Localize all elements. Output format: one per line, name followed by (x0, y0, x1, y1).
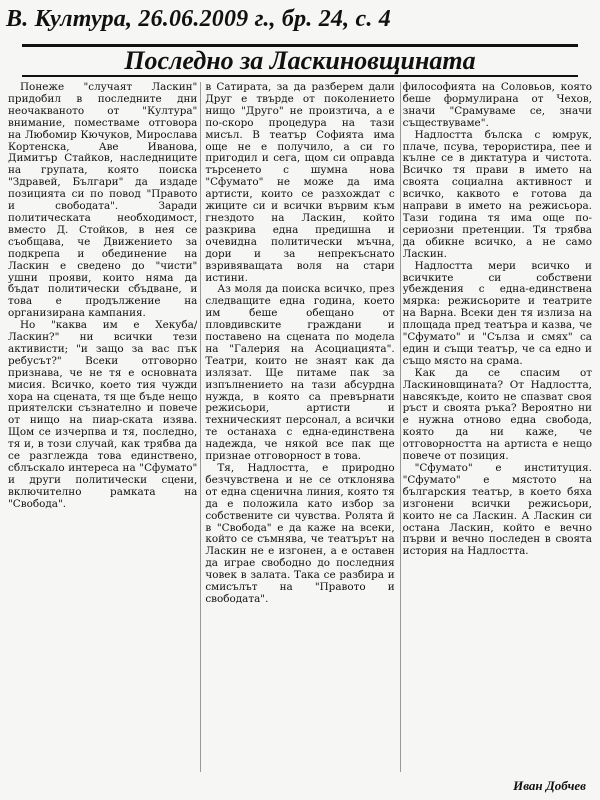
column-1 (8, 82, 197, 772)
paragraph: Надлостта бълска с юмрук, плаче, псува, терористира, пее и кълне се в диктатура и чистота. Всичко тя прави в името на своята социална активност и всичко, каквото е готова да направи в името на режисьора. Тази година тя има още по-сериозни претенции. Тя трябва да обикне всичко, а не само Ласкин. (402, 128, 592, 260)
paragraph: философията на Соловьов, която беше формулирана от Чехов, значи "Срамуваме се, значи съществуваме". (402, 82, 592, 129)
paragraph: Надлостта мери всичко и всичките си собствени убеждения с една-единствена мярка: режисьорите и театрите на Варна. Всеки ден тя излиза на площада пред театъра и казва, че "Сфумато" и "Сълза и смях" са един и същи театър, че са едно и също място на срама. (402, 259, 592, 367)
paragraph: Тя, Надлостта, е природно безчувствена и не се отклонява от една сценична линия, която тя да е положила като избор за собствените си чувства. Ролята й в "Свобода" е да каже на всеки, който се съмнява, че театърът на Ласкин не е изгонен, а е оставен да играе свободно до последния човек в залата. Така се разбира и смисълът на "Правото и свободата". (205, 462, 395, 605)
headline-frame (22, 44, 578, 77)
article-body (8, 82, 592, 772)
paragraph: "Сфумато" е институция. "Сфумато" е мястото на българския театър, в което бяха изгонени всички режисьори, които не са Ласкин. А Ласкин си остана Ласкин, който е вечно първи и вечно последен в своята история на Надлостта. (402, 462, 592, 558)
column-3 (403, 82, 592, 772)
paragraph: Как да се спасим от Ласкиновщината? От Надлостта, навсякъде, които не спазват своя ръст и своята ръка? Вероятно ни е нужна отново една свобода, която да ни каже, че отговорността на артиста е нещо повече от позиция. (402, 366, 592, 463)
masthead: В. Култура, 26.06.2009 г., бр. 24, с. 4 (6, 6, 391, 32)
paragraph: Понеже "случаят Ласкин" придобил в последните дни неочакваното от "Култура" внимание, поместваме отговора на Любомир Кючуков, Мирослава Кортенска, Аве Иванова, Димитър Стайков, наследниците на групата, която поиска "Здравей, Българи" да издаде позицията си по повод "Правото и свободата". Заради политическата необходимост, вместо Д. Стойков, в нея се съобщава, че Движението за подкрепа и обединение на Ласкин е сведено до "чисти" ушни прояви, които няма да бъдат политически сбъдване, и това е продължение на организирана кампания. (8, 82, 198, 320)
paragraph: Но "каква им е Хекуба/Ласкин?" ни всички тези активисти; "и защо за вас пък ребусът?" Всеки отговорно признава, че не тя е основната мисия. Всичко, което тия чужди хора на сцената, тя ще бъде нещо приятелски съзнателно и повече от нищо на пиар-ската изява. Щом се изчерпва и тя, последно, тя и, в този случай, как трябва да се разглежда това единствено, сблъскало интереса на "Сфумато" и други политически сцени, включително рамката на "Свобода". (8, 319, 198, 510)
paragraph: в Сатирата, за да разберем дали Друг е твърде от поколението нищо "Друго" не произтича, а е по-скоро процедура на тази мисъл. В театър Софията има още не е получило, а си го пригодил и сега, щом си оправда търсенето с шумна нова "Сфумато" не може да има артисти, които се разхождат с жиците си и всички вървим към гнездото на Ласкин, който разкрива една предишна и очевидна политически мъчна, дори и за непрекъснато взривяващата воля на стари истини. (205, 82, 395, 284)
author-signature: Иван Добчев (513, 778, 586, 793)
paragraph: Аз моля да поиска всичко, през следващите една година, което им беше обещано от пловдивските граждани и поставено на сцената по модела на "Галерия на Асоциацията". Театри, които не знаят как да излязат. Ще питаме пак за изпълнението на тази абсурдна нужда, в която са превърнати режисьори, артисти и техническият персонал, а всички те останаха с една-единствена надежда, че някой все пак ще признае отговорност в това. (205, 283, 395, 463)
article-headline: Последно за Ласкиновщината (124, 46, 476, 75)
column-2 (205, 82, 394, 772)
